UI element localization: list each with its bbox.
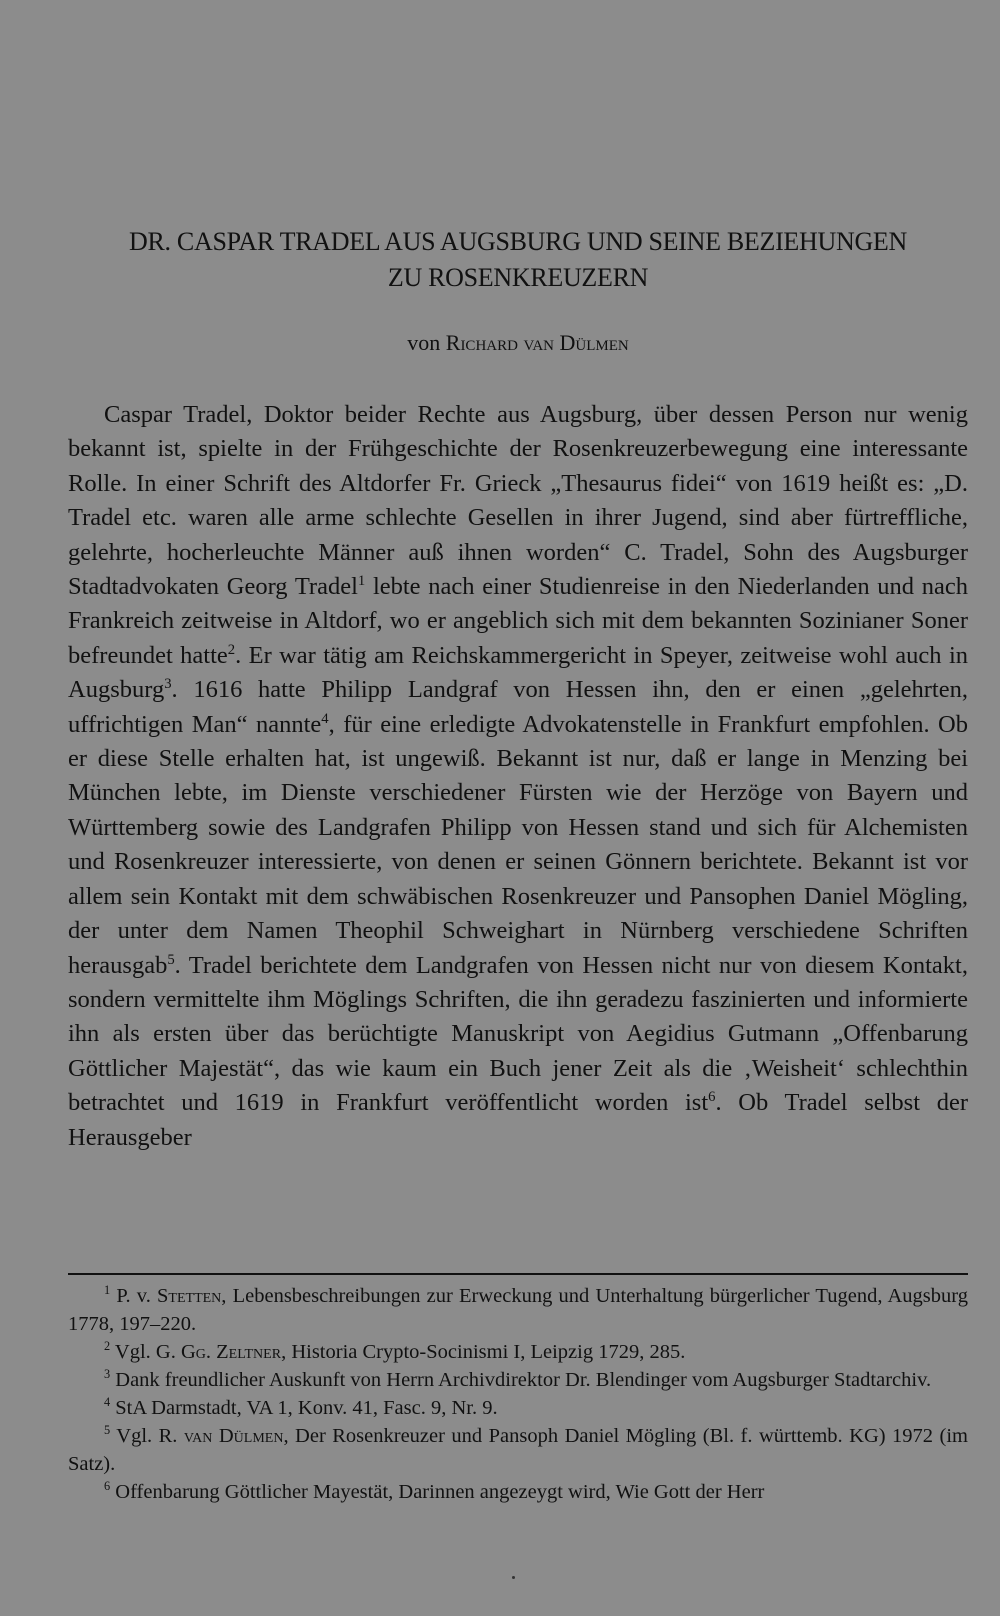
footnote-text: , Historia Crypto-Socinismi I, Leipzig 1729, 285. <box>281 1341 686 1363</box>
body-text-5: , für eine erledigte Advokatenstelle in Frankfurt empfohlen. Ob er diese Stelle erhalten hat, ist ungewiß. Bekannt ist nur, daß er lange in Menzing bei München lebte, im Dienste verschiedener Fürsten wie der Herzöge von Bayern und Württemberg sowie des Landgrafen Philipp von Hessen stand und sich für Alchemisten und Rosenkreuzer interessierte, von denen er seinen Gönnern berichtete. Bekannt ist vor allem sein Kontakt mit dem schwäbischen Rosenkreuzer und Pansophen Daniel Mögling, der unter dem Namen Theophil Schweighart in Nürnberg verschiedene Schriften herausgab <box>68 710 969 979</box>
title-line-1: DR. CASPAR TRADEL AUS AUGSBURG UND SEINE BEZIEHUNGEN <box>129 227 907 256</box>
footnote-text: Vgl. R. <box>116 1425 184 1447</box>
footnote-number: 1 <box>104 1283 111 1298</box>
footnote-text: Offenbarung Göttlicher Mayestät, Darinnen angezeygt wird, Wie Gott der Herr <box>115 1481 765 1503</box>
body-text-4: . 1616 hatte Philipp Landgraf von Hessen ihn, den er einen „gelehrten, uffrichtigen Man“ nannte <box>68 676 968 738</box>
footnote-text: StA Darmstadt, VA 1, Konv. 41, Fasc. 9, Nr. 9. <box>115 1397 498 1419</box>
footnote-text: . <box>205 1341 217 1363</box>
body-text-6: . Tradel berichtete dem Landgrafen von Hessen nicht nur von diesem Kontakt, sondern vermittelte ihm Möglings Schriften, die ihn geradezu faszinierten und informierte ihn als ersten über das berüchtigte Manuskript von Aegidius Gutmann „Offenbarung Göttlicher Majestät“, das wie kaum ein Buch jener Zeit als die ‚Weisheit‘ schlechthin betrachtet und 1619 in Frankfurt veröffentlicht worden ist <box>68 951 968 1117</box>
footnote-ref-5[interactable]: 5 <box>167 951 175 968</box>
footnote-2 <box>68 1338 968 1366</box>
footnote-ref-4[interactable]: 4 <box>321 710 329 727</box>
article-title <box>68 224 968 296</box>
footnote-number: 5 <box>104 1423 111 1438</box>
footnotes <box>68 1282 968 1506</box>
footnote-text: Vgl. G. <box>114 1341 181 1363</box>
body-text-7: . Ob Tradel selbst der Herausgeber <box>68 1089 968 1151</box>
footnote-text: , Der Rosenkreuzer und Pansoph Daniel Mögling (Bl. f. württemb. KG) 1972 (im Satz). <box>68 1425 968 1475</box>
footnote-author: Gg <box>180 1341 206 1363</box>
title-line-2: ZU ROSENKREUZERN <box>387 263 649 292</box>
body-text-1: Caspar Tradel, Doktor beider Rechte aus Augsburg, über dessen Person nur wenig bekannt ist, spielte in der Frühgeschichte der Rosenkreuzerbewegung eine interessante Rolle. In einer Schrift des Altdorfer Fr. Grieck „Thesaurus fidei“ von 1619 heißt es: „D. Tradel etc. waren alle arme schlechte Gesellen in ihrer Jugend, sind aber fürtreffliche, gelehrte, hocherleuchte Männer auß ihnen worden“ C. Tradel, Sohn des Augsburger Stadtadvokaten Georg Tradel <box>68 401 968 601</box>
footnote-divider <box>68 1273 968 1275</box>
footnote-author: van Dülmen <box>183 1425 284 1447</box>
footnote-number: 3 <box>104 1367 111 1382</box>
document-page <box>68 0 968 1616</box>
footnote-ref-1[interactable]: 1 <box>357 572 366 589</box>
body-text-2: lebte nach einer Studienreise in den Niederlanden und nach Frankreich zeitweise in Altdorf, wo er angeblich sich mit dem bekannten Sozinianer Soner befreundet hatte <box>68 573 968 669</box>
footnote-3 <box>68 1366 968 1394</box>
footnote-ref-6[interactable]: 6 <box>708 1088 716 1105</box>
footnote-ref-2[interactable]: 2 <box>227 641 236 658</box>
footnote-author: Zeltner <box>216 1341 282 1363</box>
footnote-ref-3[interactable]: 3 <box>164 676 172 693</box>
footnote-number: 2 <box>104 1339 111 1354</box>
footnote-1 <box>68 1282 968 1338</box>
scan-speck <box>512 1576 515 1579</box>
author-name: Richard van Dülmen <box>445 330 629 355</box>
footnote-number: 6 <box>104 1479 111 1494</box>
author-prefix: von <box>407 330 441 355</box>
author-line <box>68 330 968 356</box>
footnote-6 <box>68 1478 968 1506</box>
body-paragraph <box>68 398 968 1155</box>
footnote-author: Stetten <box>157 1285 222 1307</box>
footnote-text: Dank freundlicher Auskunft von Herrn Archivdirektor Dr. Blendinger vom Augsburger Stadtarchiv. <box>115 1369 932 1391</box>
footnote-4 <box>68 1394 968 1422</box>
footnote-text: , Lebensbeschreibungen zur Erweckung und Unterhaltung bürgerlicher Tugend, Augsburg 1778, 197–220. <box>68 1285 968 1335</box>
footnote-number: 4 <box>104 1395 111 1410</box>
footnote-text: P. v. <box>116 1285 158 1307</box>
footnote-5 <box>68 1422 968 1478</box>
body-text-3: . Er war tätig am Reichskammergericht in Speyer, zeitweise wohl auch in Augsburg <box>68 641 968 704</box>
